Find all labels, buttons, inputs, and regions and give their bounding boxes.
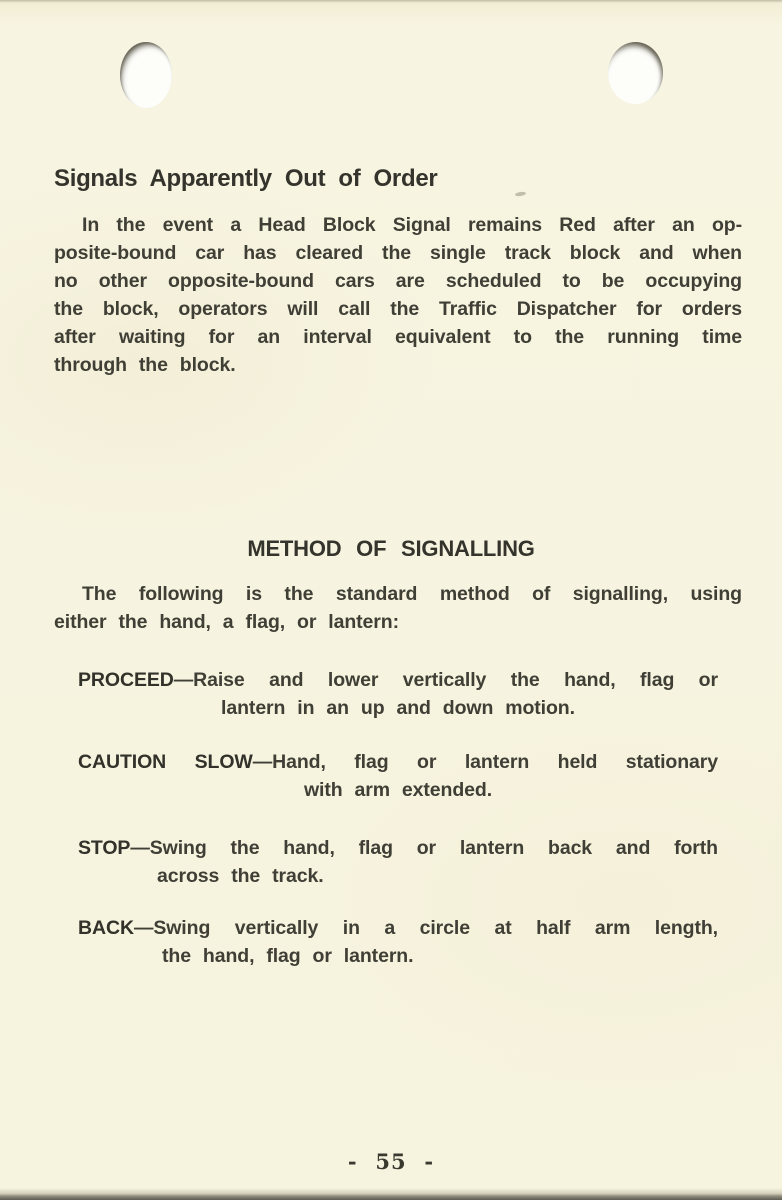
signals-paragraph bbox=[54, 211, 742, 379]
smudge-mark bbox=[515, 191, 526, 196]
definition-line bbox=[78, 914, 718, 942]
paragraph-line: In the event a Head Block Signal remains Red after an op- bbox=[82, 214, 742, 236]
signals-out-of-order-heading: Signals Apparently Out of Order bbox=[54, 165, 438, 192]
definition-line bbox=[78, 666, 718, 694]
page-top-edge bbox=[0, 0, 782, 3]
definition-line bbox=[78, 834, 718, 862]
definition-description: —Swing the hand, flag or lantern back and forth bbox=[130, 837, 718, 859]
definition-term: CAUTION SLOW bbox=[78, 751, 253, 773]
definition-description: —Hand, flag or lantern held stationary bbox=[252, 751, 719, 773]
definition-caution-slow bbox=[78, 748, 718, 804]
definition-line bbox=[78, 748, 718, 776]
paragraph-line: either the hand, a flag, or lantern: bbox=[54, 611, 399, 633]
definition-continuation: lantern in an up and down motion. bbox=[221, 697, 575, 719]
definition-proceed bbox=[78, 666, 718, 722]
paragraph-line: the block, operators will call the Traffic Dispatcher for orders bbox=[54, 298, 742, 320]
signalling-intro-paragraph bbox=[54, 580, 742, 636]
definition-term: STOP bbox=[78, 837, 131, 859]
definition-description: —Swing vertically in a circle at half arm length, bbox=[133, 917, 718, 939]
punch-hole-right bbox=[608, 42, 663, 104]
definition-continuation: the hand, flag or lantern. bbox=[162, 945, 414, 967]
definition-continuation: with arm extended. bbox=[303, 779, 493, 801]
definition-stop bbox=[78, 834, 718, 890]
paragraph-line: posite-bound car has cleared the single track block and when bbox=[54, 242, 742, 264]
method-of-signalling-heading: METHOD OF SIGNALLING bbox=[247, 536, 535, 561]
definition-term: PROCEED bbox=[78, 669, 174, 691]
paragraph-line: no other opposite-bound cars are scheduled to be occupying bbox=[54, 270, 742, 292]
definition-description: —Raise and lower vertically the hand, flag or bbox=[173, 669, 718, 691]
paragraph-line: The following is the standard method of signalling, using bbox=[82, 583, 742, 605]
paragraph-line: after waiting for an interval equivalent to the running time bbox=[54, 326, 742, 348]
page-bottom-edge bbox=[0, 1188, 782, 1200]
definition-term: BACK bbox=[78, 917, 134, 939]
definition-back bbox=[78, 914, 718, 970]
page-number: - 55 - bbox=[347, 1149, 435, 1174]
paragraph-line: through the block. bbox=[54, 354, 236, 376]
definition-continuation: across the track. bbox=[157, 865, 324, 887]
punch-hole-left bbox=[120, 42, 172, 108]
